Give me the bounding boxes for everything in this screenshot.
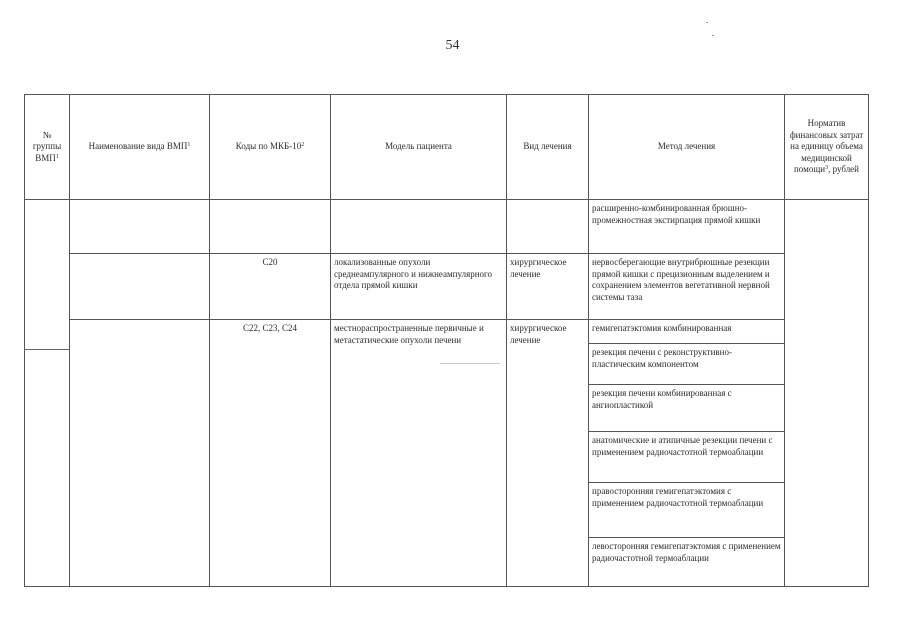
page-number: 54 — [445, 38, 460, 53]
method-item: левосторонняя гемигепатэктомия с применением радиочастотной термоаблации — [592, 541, 781, 563]
row-divider-mark — [24, 349, 69, 350]
scan-speck — [706, 22, 708, 23]
cell-norm — [785, 200, 869, 587]
cell-type: хирургическое лечение — [507, 254, 589, 320]
cell-model: местнораспространенные первичные и метастатические опухоли печени — [331, 320, 507, 587]
scan-artifact — [440, 363, 500, 364]
cell-group-number — [25, 200, 70, 587]
header-patient-model: Модель пациента — [331, 95, 507, 200]
method-item: гемигепатэктомия комбинированная — [589, 320, 784, 344]
cell-model: локализованные опухоли среднеампулярного и нижнеампулярного отдела прямой кишки — [331, 254, 507, 320]
table-row — [25, 254, 869, 320]
header-group-number: № группы ВМП$^1$ — [25, 95, 70, 200]
cell-vmp-name — [70, 254, 210, 320]
cell-vmp-name — [70, 320, 210, 587]
table-header-row — [25, 95, 869, 200]
cell-codes: C22, C23, C24 — [210, 320, 331, 587]
table-row — [25, 200, 869, 254]
cell-type: хирургическое лечение — [507, 320, 589, 587]
vmp-table — [24, 94, 869, 587]
method-item: резекция печени с реконструктивно-пластическим компонентом — [589, 344, 784, 385]
method-item: резекция печени комбинированная с ангиопластикой — [589, 385, 784, 432]
header-financial-norm: Норматив финансовых затрат на единицу объема медицинской помощи$^3$, рублей — [785, 95, 869, 200]
header-vmp-name: Наименование вида ВМП$^1$ — [70, 95, 210, 200]
cell-vmp-name — [70, 200, 210, 254]
scan-speck — [712, 35, 714, 36]
table-row — [25, 320, 869, 587]
cell-type — [507, 200, 589, 254]
method-item: правосторонняя гемигепатэктомия с применением радиочастотной термоаблации — [589, 483, 784, 538]
method-item: анатомические и атипичные резекции печени с применением радиочастотной термоаблации — [589, 432, 784, 483]
cell-method-list — [589, 320, 785, 587]
cell-codes: C20 — [210, 254, 331, 320]
cell-method: нервосберегающие внутрибрюшные резекции прямой кишки с прецизионным выделением и сохранением элементов вегетативной нервной системы таза — [589, 254, 785, 320]
header-treatment-type: Вид лечения — [507, 95, 589, 200]
cell-codes — [210, 200, 331, 254]
header-treatment-method: Метод лечения — [589, 95, 785, 200]
header-icd-codes: Коды по МКБ-$10^2$ — [210, 95, 331, 200]
cell-model — [331, 200, 507, 254]
cell-method: расширенно-комбинированная брюшно-промежностная экстирпация прямой кишки — [589, 200, 785, 254]
